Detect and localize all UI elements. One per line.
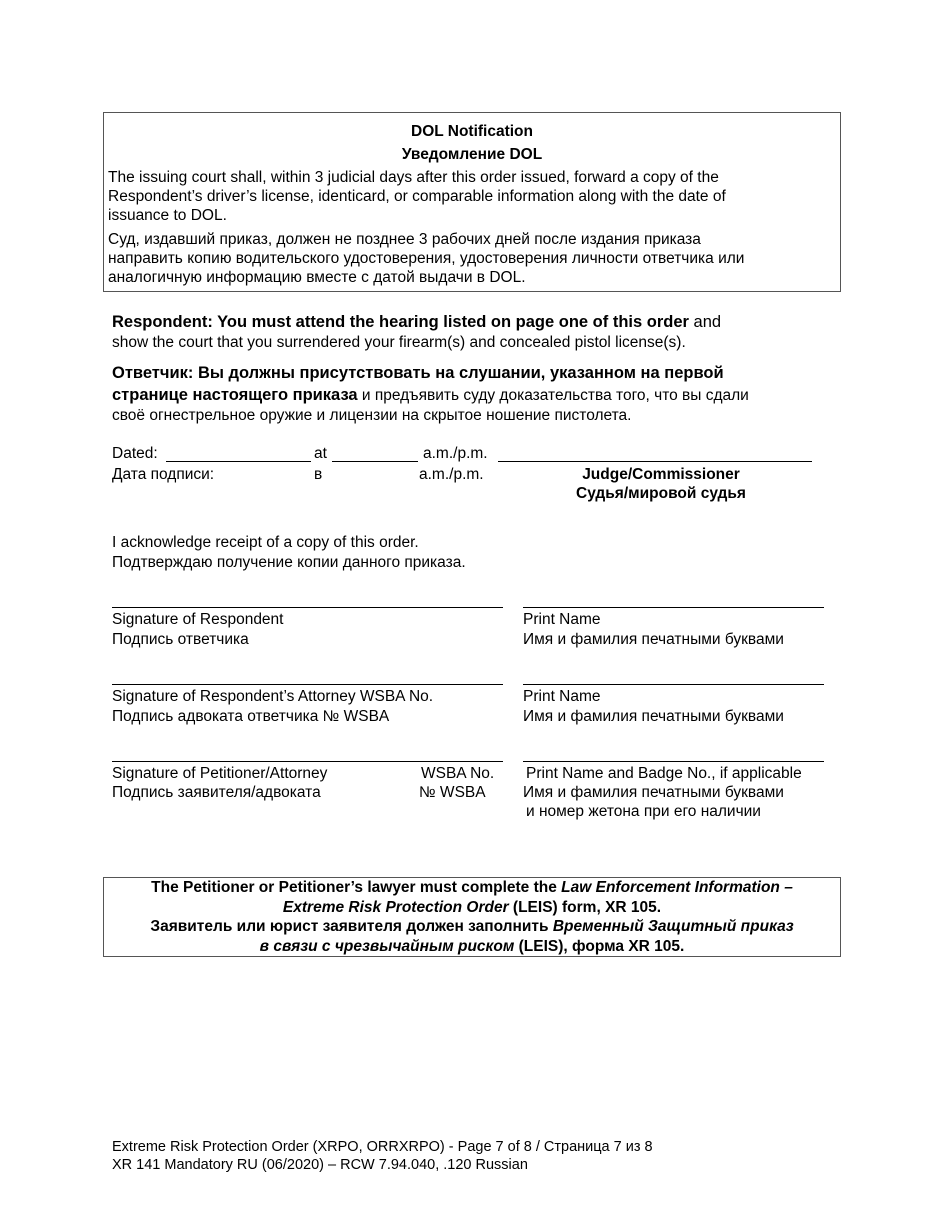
at-label: at — [314, 445, 327, 462]
respondent-notice-bold: Respondent: You must attend the hearing listed on page one of this order — [112, 313, 689, 331]
leis-en-2 — [103, 898, 841, 918]
respondent-print-name-field[interactable] — [523, 607, 824, 608]
dol-text-ru-3: аналогичную информацию вместе с датой выдачи в DOL. — [108, 269, 526, 286]
at-label-ru: в — [314, 466, 323, 483]
petitioner-signature-field[interactable] — [112, 761, 503, 762]
respondent-attorney-signature-label: Signature of Respondent’s Attorney WSBA No. — [112, 688, 434, 705]
respondent-signature-label: Signature of Respondent — [112, 611, 284, 628]
dol-text-ru-2: направить копию водительского удостоверения, удостоверения личности ответчика или — [108, 250, 745, 267]
petitioner-print-name-label-ru: Имя и фамилия печатными буквами — [523, 784, 784, 801]
dated-label: Dated: — [112, 445, 158, 462]
judge-signature-field[interactable] — [498, 461, 812, 462]
respondent-print-name-label: Print Name — [523, 611, 601, 628]
judge-label: Judge/Commissioner — [582, 466, 740, 483]
leis-en-2b: (LEIS) form, XR 105. — [508, 899, 662, 916]
ampm-label: a.m./p.m. — [423, 445, 488, 462]
leis-ru-2b: (LEIS), форма XR 105. — [514, 938, 685, 955]
leis-en-1b: Law Enforcement Information – — [561, 879, 793, 896]
time-field[interactable] — [332, 461, 418, 462]
dol-title-ru: Уведомление DOL — [401, 146, 543, 163]
dated-field[interactable] — [166, 461, 311, 462]
leis-ru-2 — [103, 937, 841, 957]
leis-en-1a: The Petitioner or Petitioner’s lawyer must complete the — [151, 879, 562, 896]
dated-label-ru: Дата подписи: — [112, 466, 215, 483]
judge-label-ru: Судья/мировой судья — [576, 485, 746, 502]
leis-ru-2a: в связи с чрезвычайным риском — [259, 938, 515, 955]
respondent-notice-ru-2 — [112, 385, 749, 406]
petitioner-badge-label-ru: и номер жетона при его наличии — [526, 803, 761, 820]
respondent-notice-ru-bold: странице настоящего приказа — [112, 386, 358, 404]
respondent-signature-label-ru: Подпись ответчика — [112, 631, 249, 648]
respondent-notice-ru-3: своё огнестрельное оружие и лицензии на скрытое ношение пистолета. — [112, 407, 632, 424]
acknowledge-en: I acknowledge receipt of a copy of this order. — [112, 534, 419, 551]
respondent-attorney-print-name-label: Print Name — [523, 688, 601, 705]
respondent-notice-en-2: show the court that you surrendered your firearm(s) and concealed pistol license(s). — [112, 334, 686, 351]
acknowledge-ru: Подтверждаю получение копии данного приказа. — [112, 554, 466, 571]
respondent-notice-en-1 — [112, 312, 721, 332]
respondent-notice-ru-1: Ответчик: Вы должны присутствовать на слушании, указанном на первой — [112, 364, 724, 382]
footer-line-1: Extreme Risk Protection Order (XRPO, ORRXRPO) - Page 7 of 8 / Страница 7 из 8 — [112, 1139, 653, 1155]
respondent-attorney-print-name-field[interactable] — [523, 684, 824, 685]
petitioner-wsba-label: WSBA No. — [421, 765, 495, 782]
dol-title: DOL Notification — [411, 123, 533, 140]
leis-ru-1b: Временный Защитный приказ — [552, 918, 794, 935]
leis-en-2a: Extreme Risk Protection Order — [282, 899, 509, 916]
petitioner-print-name-label: Print Name and Badge No., if applicable — [526, 765, 802, 782]
dol-text-ru-1: Суд, издавший приказ, должен не позднее 3 рабочих дней после издания приказа — [108, 231, 701, 248]
respondent-notice-and: and — [688, 313, 722, 331]
respondent-attorney-signature-field[interactable] — [112, 684, 503, 685]
respondent-print-name-label-ru: Имя и фамилия печатными буквами — [523, 631, 784, 648]
leis-ru-1a: Заявитель или юрист заявителя должен заполнить — [150, 918, 553, 935]
petitioner-signature-label: Signature of Petitioner/Attorney — [112, 765, 328, 782]
respondent-signature-field[interactable] — [112, 607, 503, 608]
ampm-label-ru: a.m./p.m. — [419, 466, 484, 483]
petitioner-print-name-field[interactable] — [523, 761, 824, 762]
respondent-attorney-signature-label-ru: Подпись адвоката ответчика № WSBA — [112, 708, 390, 725]
respondent-attorney-print-name-label-ru: Имя и фамилия печатными буквами — [523, 708, 784, 725]
respondent-notice-ru-rest: и предъявить суду доказательства того, что вы сдали — [357, 387, 749, 404]
leis-en-1 — [103, 878, 841, 898]
dol-text-en-2: Respondent’s driver’s license, identicard, or comparable information along with the date of — [108, 188, 726, 205]
petitioner-wsba-label-ru: № WSBA — [419, 784, 486, 801]
dol-text-en-1: The issuing court shall, within 3 judicial days after this order issued, forward a copy of the — [108, 169, 719, 186]
footer-line-2: XR 141 Mandatory RU (06/2020) – RCW 7.94.040, .120 Russian — [112, 1157, 528, 1173]
petitioner-signature-label-ru: Подпись заявителя/адвоката — [112, 784, 321, 801]
dol-text-en-3: issuance to DOL. — [108, 207, 227, 224]
leis-ru-1 — [103, 917, 841, 937]
